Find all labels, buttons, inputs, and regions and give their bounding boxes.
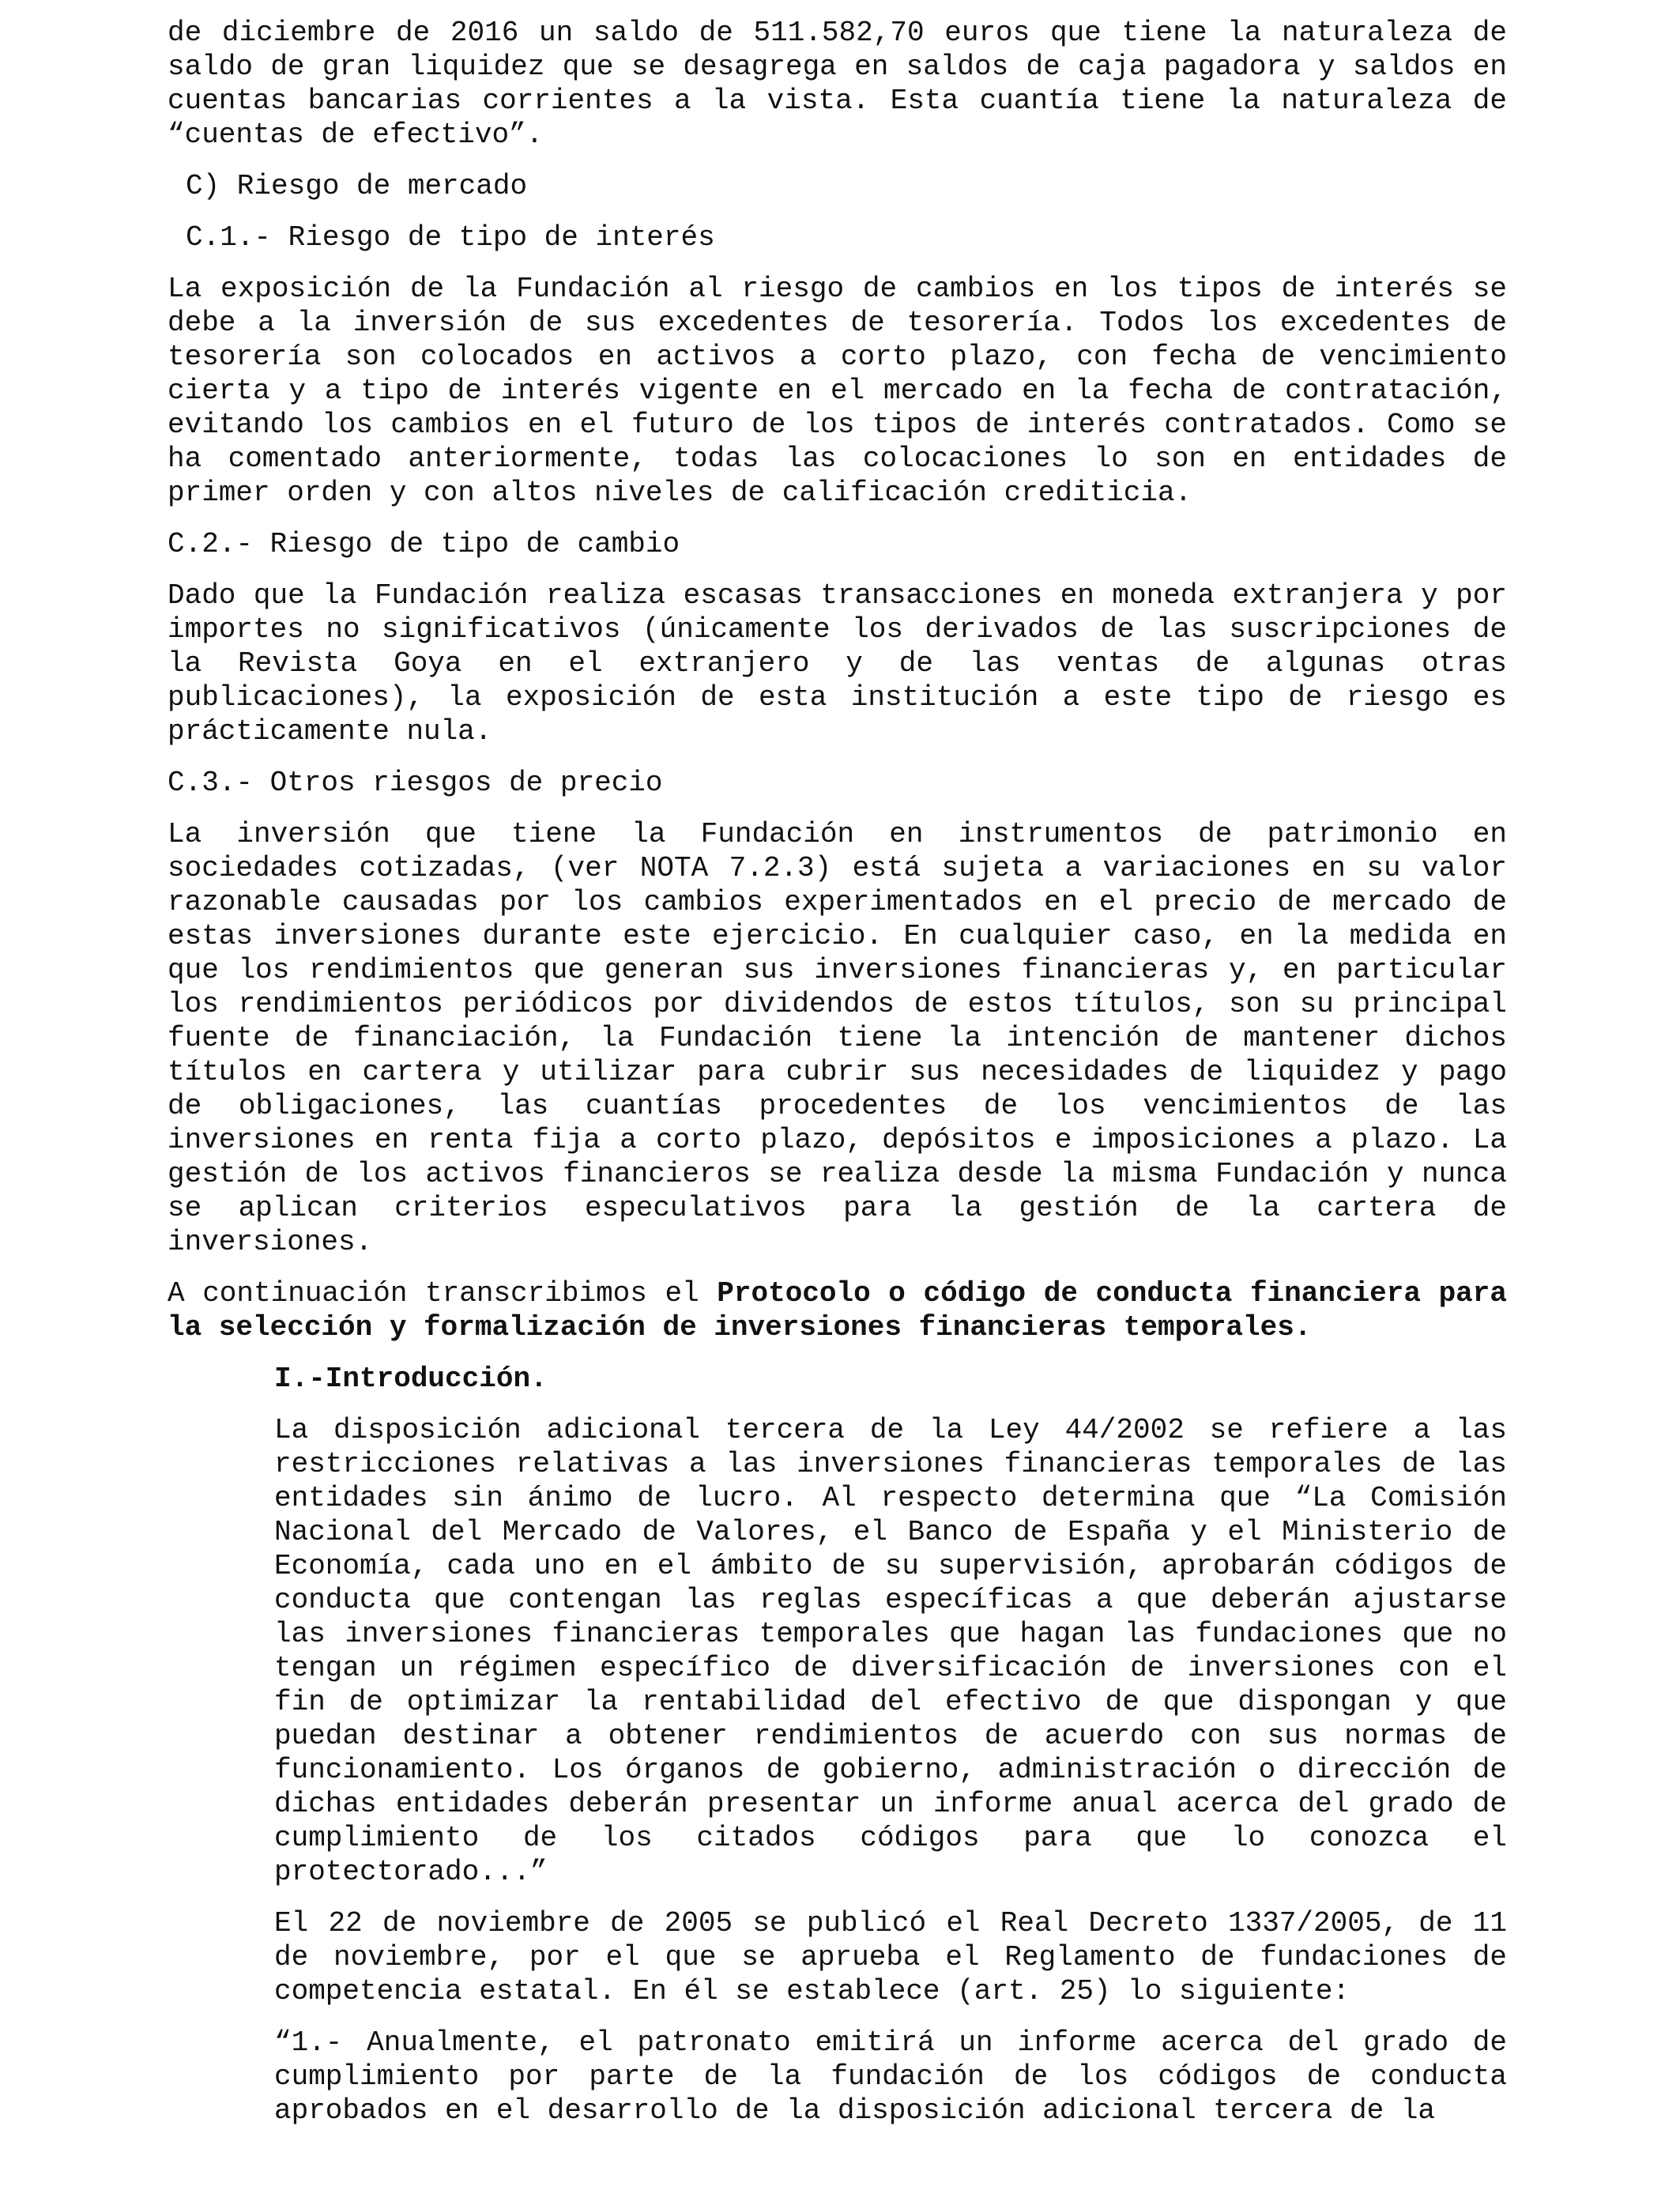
protocolo-bold-title: Protocolo o código de conducta financiera para la selección y formalización de inversiones financieras temporales. (168, 1277, 1507, 1344)
text-column (168, 16, 1507, 2145)
paragraph-riesgo-tipo-interes: La exposición de la Fundación al riesgo de cambios en los tipos de interés se debe a la inversión de sus excedentes de tesorería. Todos los excedentes de tesorería son colocados en activos a corto plazo, con fecha de vencimiento cierta y a tipo de interés vigente en el mercado en la fecha de contratación, evitando los cambios en el futuro de los tipos de interés contratados. Como se ha comentado anteriormente, todas las colocaciones lo son en entidades de primer orden y con altos niveles de calificación crediticia. (168, 273, 1507, 509)
paragraph-disposicion-adicional: La disposición adicional tercera de la Ley 44/2002 se refiere a las restricciones relativas a las inversiones financieras temporales de las entidades sin ánimo de lucro. Al respecto determina que “La Comisión Nacional del Mercado de Valores, el Banco de España y el Ministerio de Economía, cada uno en el ámbito de su supervisión, aprobarán códigos de conducta que contengan las reglas específicas a que deberán ajustarse las inversiones financieras temporales que hagan las fundaciones que no tengan un régimen específico de diversificación de inversiones con el fin de optimizar la rentabilidad del efectivo de que dispongan y que puedan destinar a obtener rendimientos de acuerdo con sus normas de funcionamiento. Los órganos de gobierno, administración o dirección de dichas entidades deberán presentar un informe anual acerca del grado de cumplimiento de los citados códigos para que lo conozca el protectorado...” (274, 1414, 1507, 1888)
heading-riesgo-tipo-cambio: C.2.- Riesgo de tipo de cambio (168, 528, 680, 560)
paragraph-saldo-liquidez: de diciembre de 2016 un saldo de 511.582,70 euros que tiene la naturaleza de saldo de gran liquidez que se desagrega en saldos de caja pagadora y saldos en cuentas bancarias corrientes a la vista. Esta cuantía tiene la naturaleza de “cuentas de efectivo”. (168, 17, 1507, 151)
heading-riesgo-mercado: C) Riesgo de mercado (186, 170, 528, 202)
paragraph-riesgo-tipo-cambio: Dado que la Fundación realiza escasas transacciones en moneda extranjera y por importes no significativos (únicamente los derivados de las suscripciones de la Revista Goya en el extranjero y de las ventas de algunas otras publicaciones), la exposición de esta institución a este tipo de riesgo es prácticamente nula. (168, 579, 1507, 748)
introduccion-bold: I.-Introducción. (274, 1363, 548, 1395)
heading-riesgo-tipo-interes: C.1.- Riesgo de tipo de interés (186, 221, 715, 254)
indented-section (168, 1362, 1507, 2128)
paragraph-real-decreto: El 22 de noviembre de 2005 se publicó el Real Decreto 1337/2005, de 11 de noviembre, por el que se aprueba el Reglamento de fundaciones de competencia estatal. En él se establece (art. 25) lo siguiente: (274, 1907, 1507, 2007)
paragraph-protocolo (168, 1276, 1507, 1344)
paragraph-cita-articulo: “1.- Anualmente, el patronato emitirá un informe acerca del grado de cumplimiento por parte de la fundación de los códigos de conducta aprobados en el desarrollo de la disposición adicional tercera de la (274, 2026, 1507, 2127)
heading-otros-riesgos-precio: C.3.- Otros riesgos de precio (168, 767, 663, 799)
paragraph-otros-riesgos-precio: La inversión que tiene la Fundación en instrumentos de patrimonio en sociedades cotizadas, (ver NOTA 7.2.3) está sujeta a variaciones en su valor razonable causadas por los cambios experimentados en el precio de mercado de estas inversiones durante este ejercicio. En cualquier caso, en la medida en que los rendimientos que generan sus inversiones financieras y, en particular los rendimientos periódicos por dividendos de estos títulos, son su principal fuente de financiación, la Fundación tiene la intención de mantener dichos títulos en cartera y utilizar para cubrir sus necesidades de liquidez y pago de obligaciones, las cuantías procedentes de los vencimientos de las inversiones en renta fija a corto plazo, depósitos e imposiciones a plazo. La gestión de los activos financieros se realiza desde la misma Fundación y nunca se aplican criterios especulativos para la gestión de la cartera de inversiones. (168, 818, 1507, 1258)
protocolo-lead-text: A continuación transcribimos el (168, 1277, 718, 1310)
heading-introduccion (274, 1362, 1507, 1396)
